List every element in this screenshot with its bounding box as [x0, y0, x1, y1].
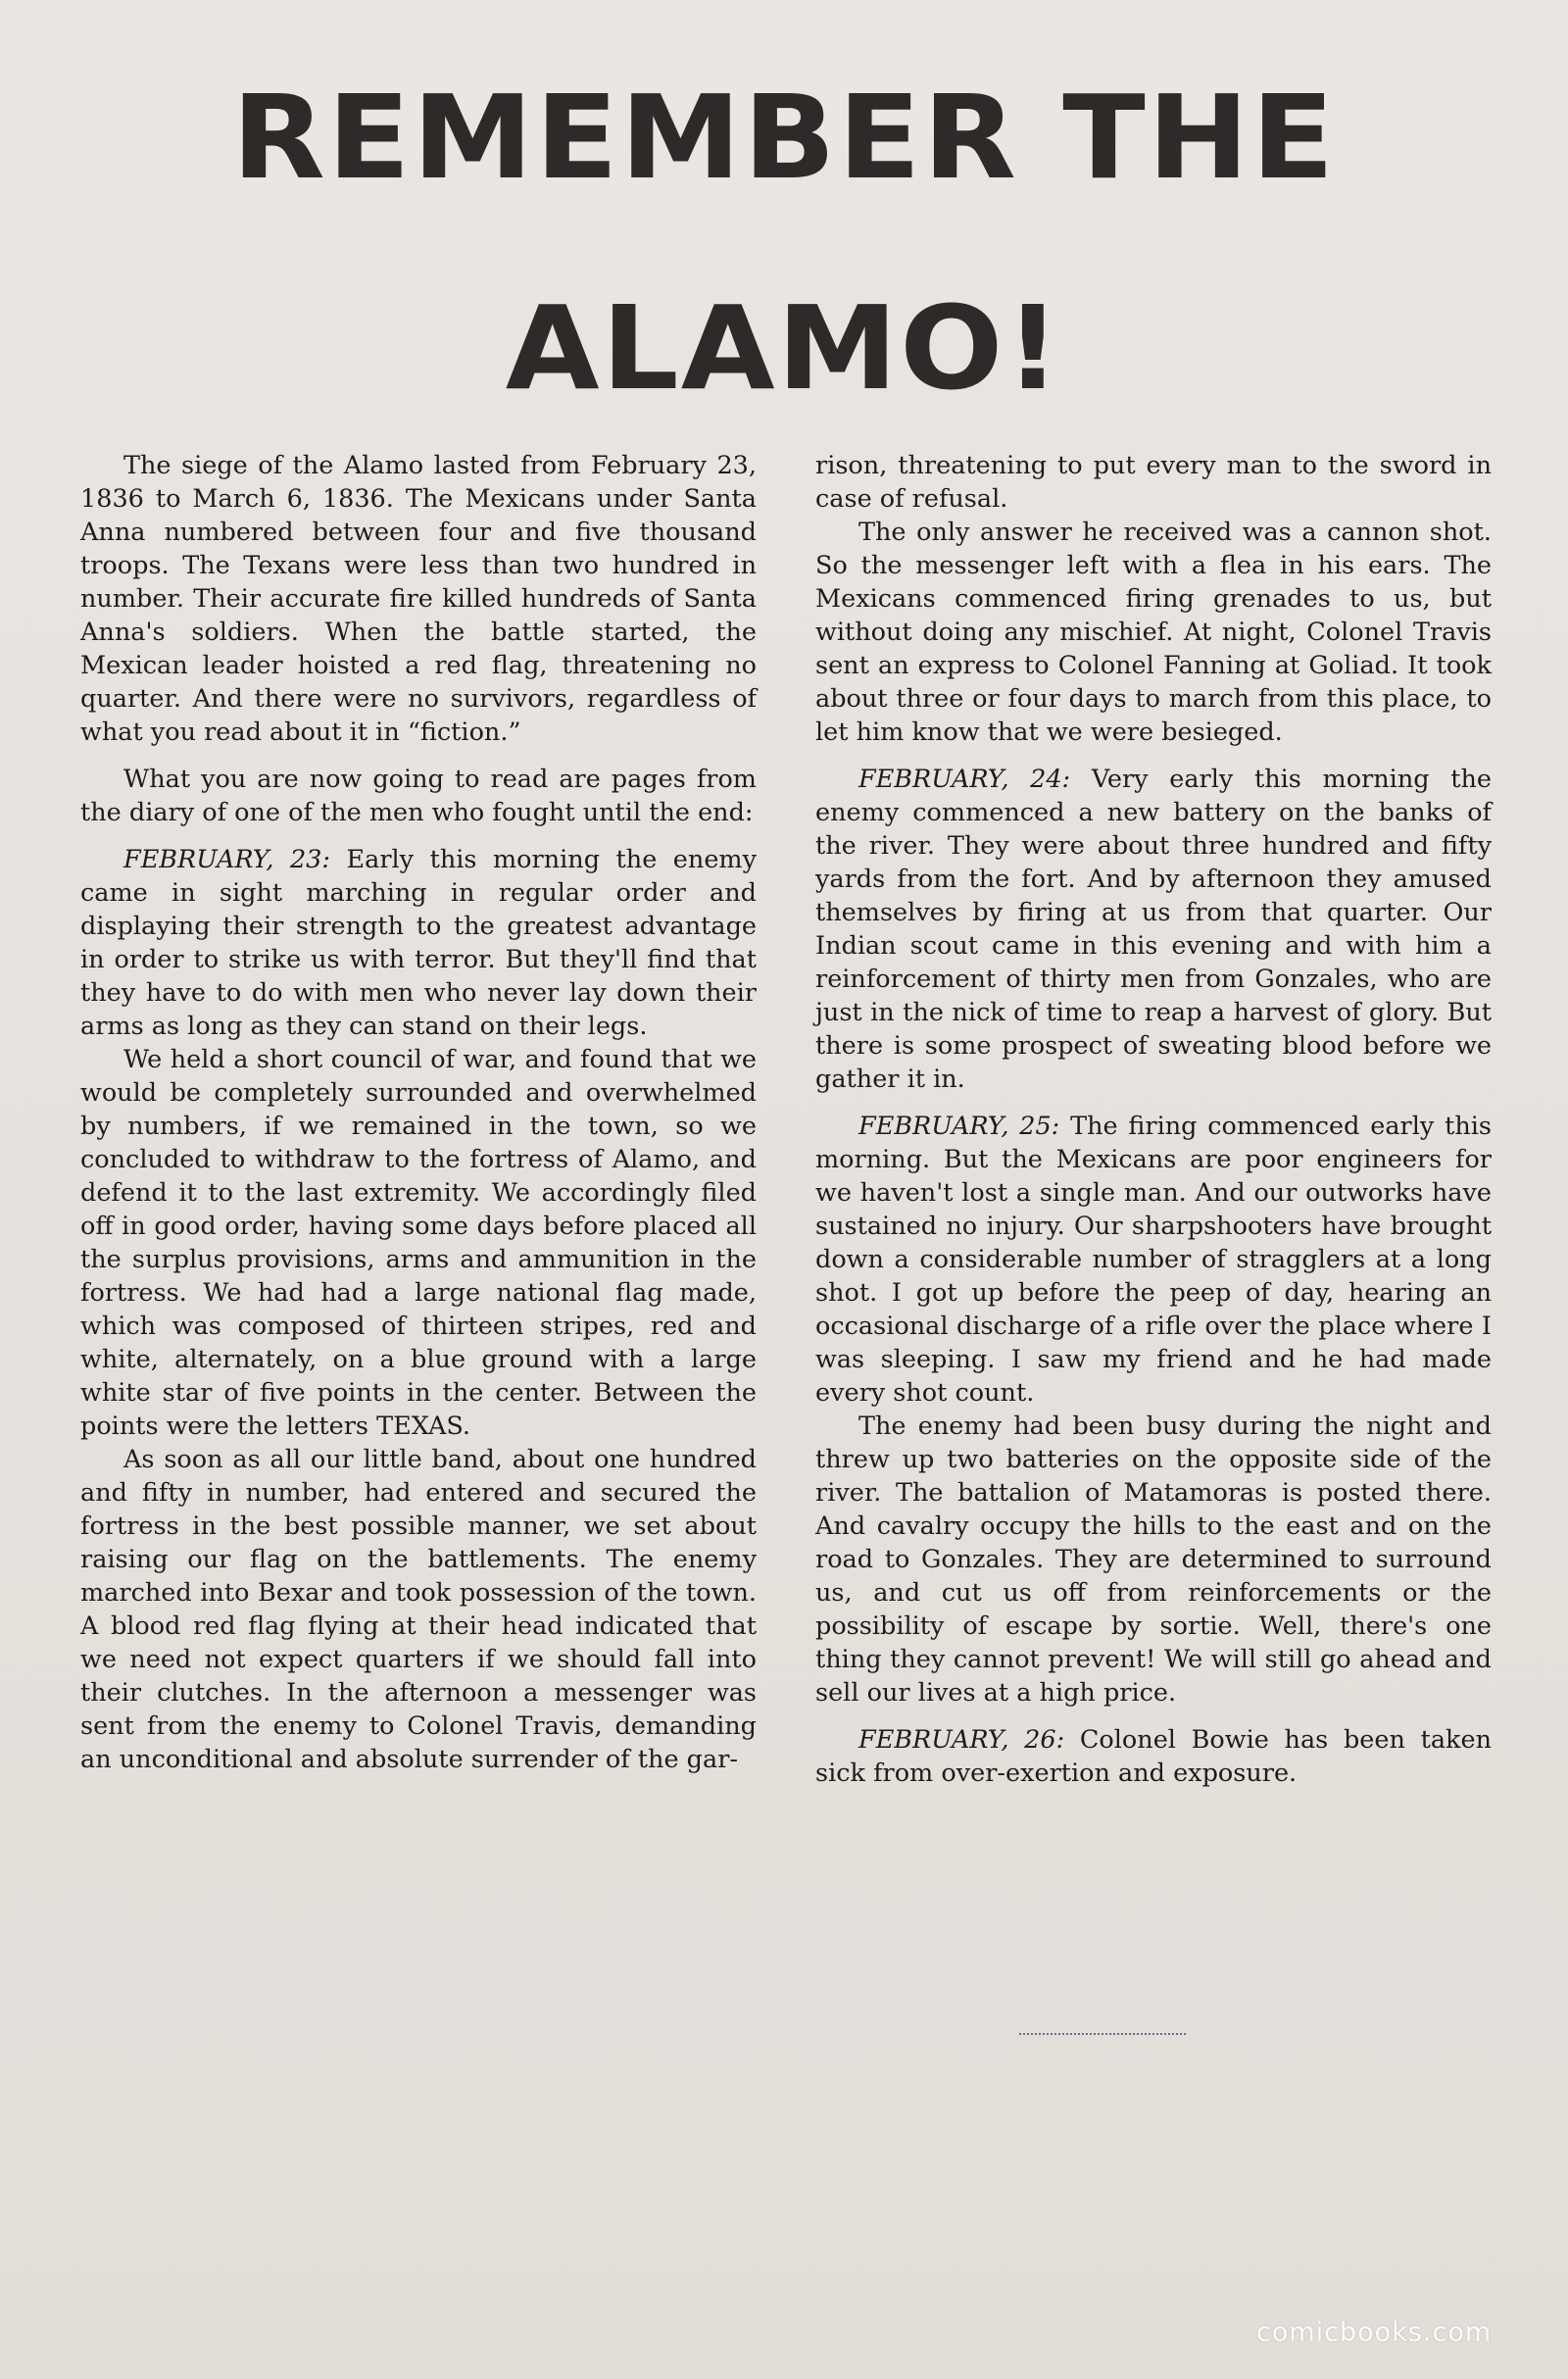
feb24-date: FEBRUARY, 24:: [858, 765, 1071, 794]
feb26-entry: [815, 1723, 1492, 1790]
watermark-text: comicbooks.com: [1256, 2317, 1493, 2348]
feb25-date: FEBRUARY, 25:: [858, 1112, 1060, 1141]
feb26-date: FEBRUARY, 26:: [858, 1725, 1065, 1755]
left-text-column: [80, 449, 757, 1776]
diary-intro-paragraph: What you are now going to read are pages from the diary of one of the men who fought until the end:: [80, 765, 757, 827]
continued-paragraph: rison, threatening to put every man to the sword in case of refusal.: [815, 451, 1492, 514]
right-text-column: [815, 449, 1492, 1804]
feb23-entry: [80, 843, 757, 1043]
intro-paragraph: The siege of the Alamo lasted from February 23, 1836 to March 6, 1836. The Mexicans under Santa Anna numbered between four and five thousand troops. The Texans were less than two hundred in number. Their accurate fire killed hundreds of Santa Anna's soldiers. When the battle started, the Mexican leader hoisted a red flag, threatening no quarter. And there were no survivors, regardless of what you read about it in “fiction.”: [80, 451, 757, 747]
feb24-entry: [815, 763, 1492, 1096]
feb23-text: Early this morning the enemy came in sight marching in regular order and displaying their strength to the greatest advantage in order to strike us with terror. But they'll find that they have to do with men who never lay down their arms as long as they can stand on their legs.: [80, 845, 757, 1041]
feb24-text: Very early this morning the enemy commenced a new battery on the banks of the river. They were about three hundred and fifty yards from the fort. And by afternoon they amused themselves by firing at us from that quarter. Our Indian scout came in this evening and with him a reinforcement of thirty men from Gonzales, who are just in the nick of time to reap a harvest of glory. But there is some prospect of sweating blood before we gather it in.: [815, 765, 1492, 1094]
feb23-paragraph-2: We held a short council of war, and found that we would be completely surrounded and overwhelmed by numbers, if we remained in the town, so we concluded to withdraw to the fortress of Alamo, and defend it to the last extremity. We accordingly filed off in good order, having some days before placed all the surplus provisions, arms and ammunition in the fortress. We had had a large national flag made, which was composed of thirteen stripes, red and white, alternately, on a blue ground with a large white star of five points in the center. Between the points were the letters TEXAS.: [80, 1045, 757, 1441]
feb26-text: Colonel Bowie has been taken sick from over-exertion and exposure.: [815, 1725, 1492, 1788]
page-title-line1: REMEMBER THE: [231, 70, 1337, 205]
feb23-date: FEBRUARY, 23:: [123, 845, 330, 874]
feb25-entry: [815, 1110, 1492, 1410]
feb25-text: The firing commenced early this morning. But the Mexicans are poor engineers for we haven't lost a single man. And our outworks have sustained no injury. Our sharpshooters have brought down a considerable number of stragglers at a long shot. I got up before the peep of day, hearing an occasional discharge of a rifle over the place where I was sleeping. I saw my friend and he had made every shot count.: [815, 1112, 1492, 1408]
end-divider: [1019, 2033, 1186, 2035]
page-title-line2: ALAMO!: [505, 280, 1063, 416]
feb25-paragraph-2: The enemy had been busy during the night and threw up two batteries on the opposite side of the river. The battalion of Matamoras is posted there. And cavalry occupy the hills to the east and on the road to Gonzales. They are determined to surround us, and cut us off from reinforcements or the possibility of escape by sortie. Well, there's one thing they cannot prevent! We will still go ahead and sell our lives at a high price.: [815, 1412, 1492, 1708]
answer-paragraph: The only answer he received was a cannon shot. So the messenger left with a flea in his ears. The Mexicans commenced firing grenades to us, but without doing any mischief. At night, Colonel Travis sent an express to Colonel Fanning at Goliad. It took about three or four days to march from this place, to let him know that we were besieged.: [815, 518, 1492, 747]
feb23-paragraph-3: As soon as all our little band, about one hundred and fifty in number, had entered and secured the fortress in the best possible manner, we set about raising our flag on the battlements. The enemy marched into Bexar and took possession of the town. A blood red flag flying at their head indicated that we need not expect quarters if we should fall into their clutches. In the afternoon a messenger was sent from the enemy to Colonel Travis, demanding an unconditional and absolute surrender of the gar-: [80, 1445, 757, 1774]
